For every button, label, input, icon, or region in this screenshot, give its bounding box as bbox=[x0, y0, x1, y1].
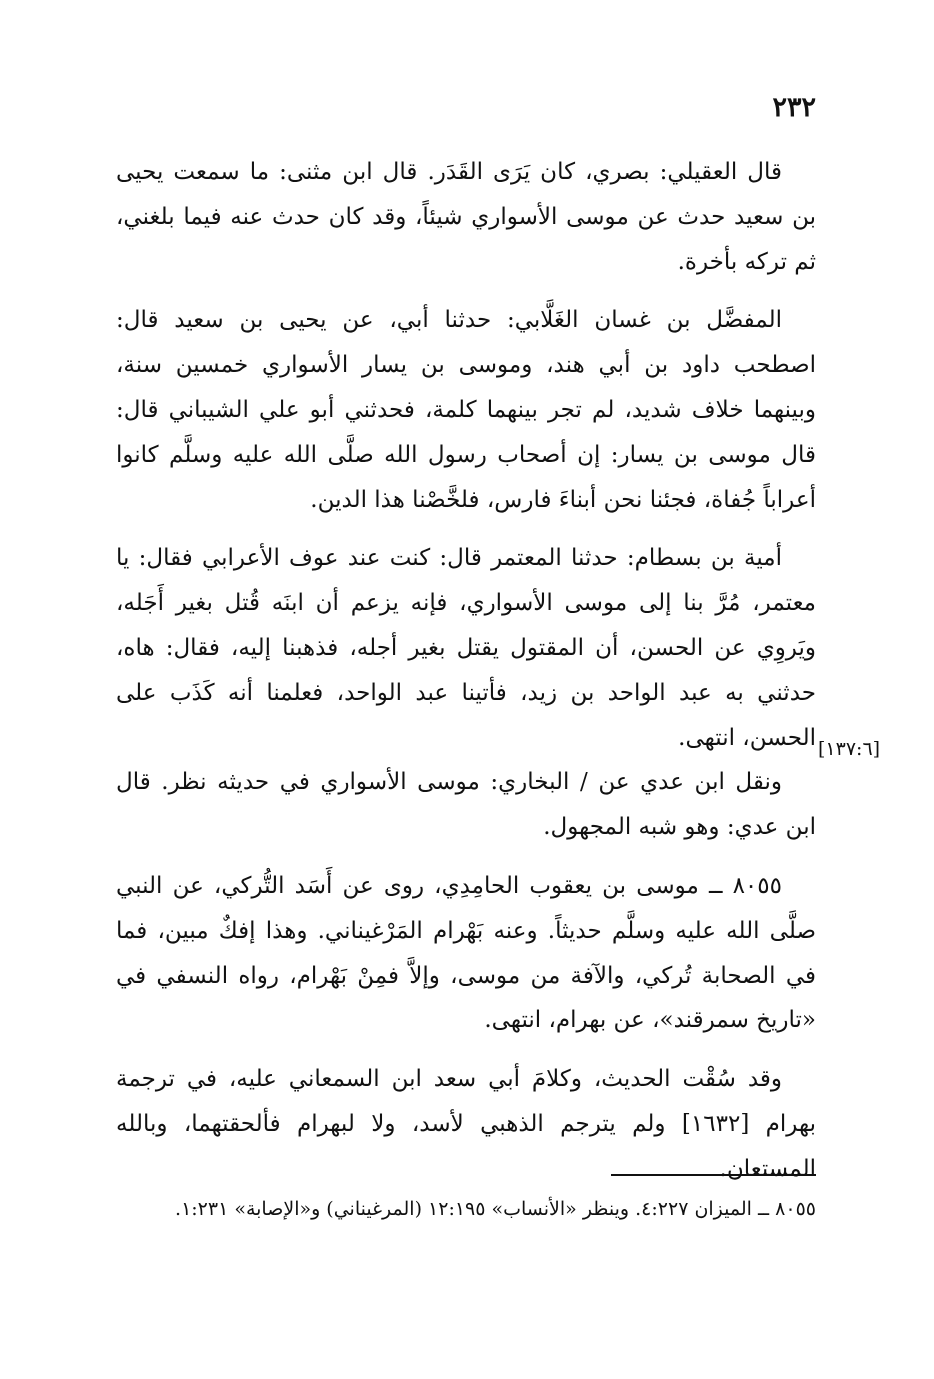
paragraph-ibn-adi: ونقل ابن عدي عن / البخاري: موسى الأسواري في حديثه نظر. قال ابن عدي: وهو شبه المجهول. bbox=[116, 769, 816, 841]
paragraph-aqili: قال العقيلي: بصري، كان يَرَى القَدَر. قال ابن مثنى: ما سمعت يحيى بن سعيد حدث عن موسى الأسواري شيئاً، وقد كان حدث عنه فيما بلغني، ثم تركه بأخرة. bbox=[116, 159, 816, 275]
page-number: ٢٣٢ bbox=[772, 92, 816, 123]
marginal-reference: [١٣٧:٦] bbox=[818, 738, 881, 760]
footnote: ٨٠٥٥ ــ الميزان ٤:٢٢٧. وينظر «الأنساب» ١٢:١٩٥ (المرغيناني) و«الإصابة» ١:٢٣١. bbox=[175, 1198, 816, 1220]
paragraph-umayya: أمية بن بسطام: حدثنا المعتمر قال: كنت عند عوف الأعرابي فقال: يا معتمر، مُرَّ بنا إلى موسى الأسواري، فإنه يزعم أن ابنَه قُتل بغير أَجَله، ويَروِي عن الحسن، أن المقتول يقتل بغير أجله، فذهبنا إليه، فقال: هاه، حدثني به عبد الواحد بن زيد، فأتينا عبد الواحد، فعلمنا أنه كَذَب على الحسن، انتهى. bbox=[116, 545, 816, 751]
footnote-divider bbox=[611, 1174, 816, 1176]
entry-8055: ٨٠٥٥ ــ موسى بن يعقوب الحامِدِي، روى عن أَسَد التُّركي، عن النبي صلَّى الله عليه وسلَّم حديثاً. وعنه بَهْرام المَرْغيناني. وهذا إفكٌ مبين، فما في الصحابة تُركي، والآفة من موسى، وإلاَّ فمِنْ بَهْرام، رواه النسفي في «تاريخ سمرقند»، عن بهرام، انتهى. bbox=[116, 872, 816, 1034]
main-text bbox=[116, 150, 816, 1206]
paragraph-bahram-note: وقد سُقْت الحديث، وكلامَ أبي سعد ابن السمعاني عليه، في ترجمة بهرام [١٦٣٢] ولم يترجم الذهبي لأسد، ولا لبهرام فألحقتهما، وبالله المستعان. bbox=[116, 1066, 816, 1182]
paragraph-mufaddal: المفضَّل بن غسان الغَلَّابي: حدثنا أبي، عن يحيى بن سعيد قال: اصطحب داود بن أبي هند، وموسى بن يسار الأسواري خمسين سنة، وبينهما خلاف شديد، لم تجر بينهما كلمة، فحدثني أبو علي الشيباني قال: قال موسى بن يسار: إن أصحاب رسول الله صلَّى الله عليه وسلَّم كانوا أعراباً جُفاة، فجئنا نحن أبناءَ فارس، فلخَّصْنا هذا الدين. bbox=[116, 307, 816, 513]
